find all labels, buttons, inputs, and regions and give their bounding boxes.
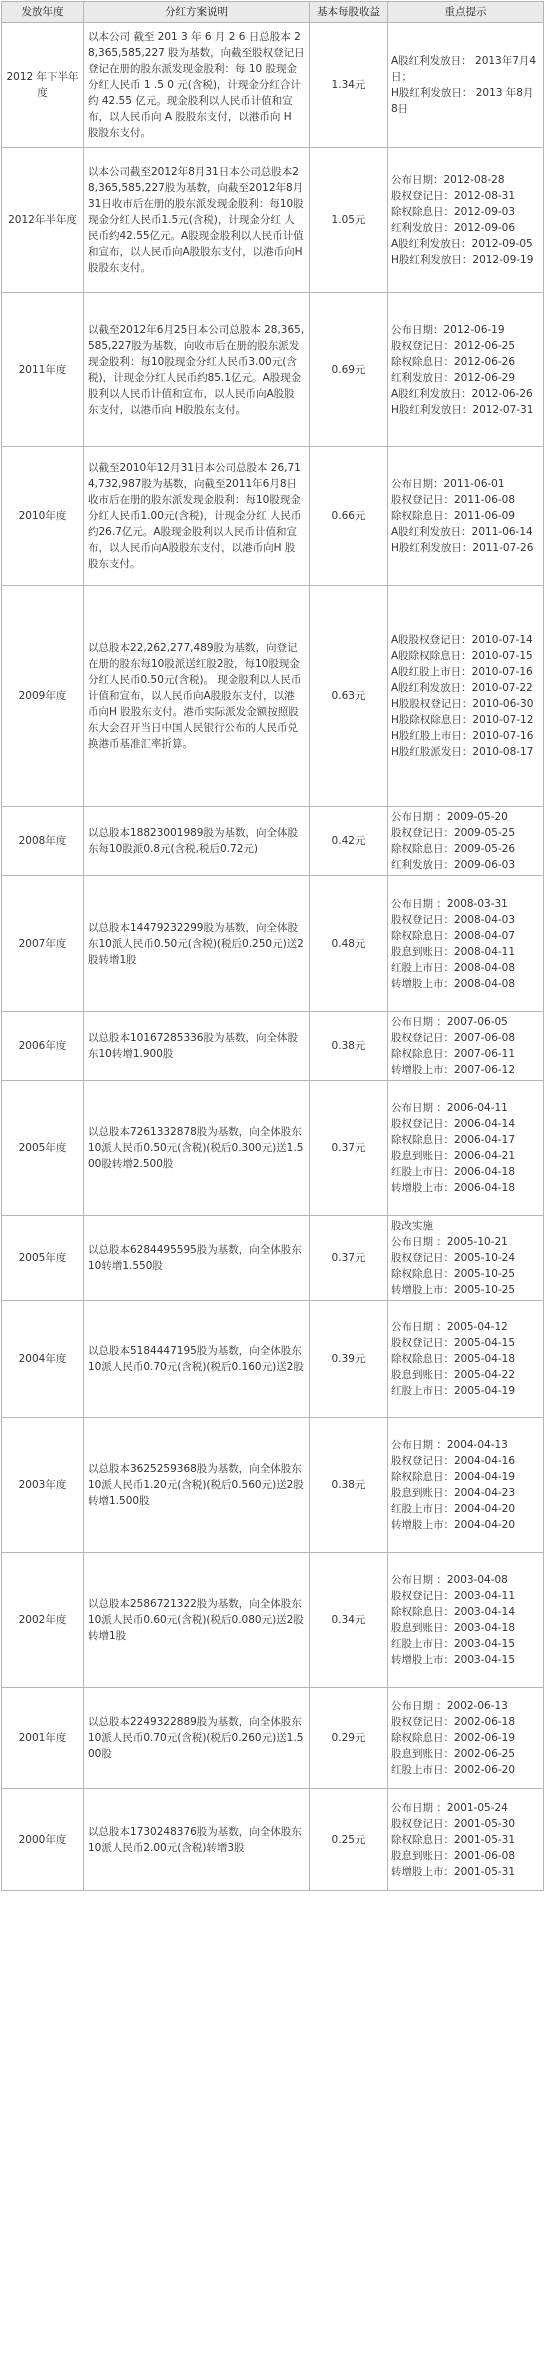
note-line: 股息到账日：2001-06-08 [391,1849,516,1862]
note-line: 红股上市日：2005-04-19 [391,1385,516,1397]
cell-eps: 0.66元 [310,447,388,586]
note-line: 股改实施 [391,1220,433,1232]
note-line: 除权除息日：2011-06-09 [391,510,516,522]
note-line: 除权除息日：2005-04-18 [391,1353,516,1365]
note-line: 股权登记日：2006-04-14 [391,1118,516,1130]
cell-year: 2000年度 [2,1789,84,1891]
cell-year: 2010年度 [2,447,84,586]
note-line: 公布日期：2011-06-01 [391,478,505,490]
note-line: 公布日期 ：2005-04-12 [391,1321,508,1333]
table-row [2,1012,544,1081]
note-line: 转增股上市：2001-05-31 [391,1865,516,1878]
note-line: 除权除息日：2003-04-14 [391,1606,516,1618]
note-line: 除权除息日：2005-10-25 [391,1268,516,1280]
cell-notes [388,586,544,807]
table-header-row [2,2,544,23]
note-line: A股红利发放日：2011-06-14 [391,526,533,538]
cell-year: 2002年度 [2,1553,84,1688]
table-row [2,807,544,876]
note-line: 公布日期 ：2004-04-13 [391,1439,508,1451]
cell-notes [388,1418,544,1553]
cell-plan: 以本公司截至2012年8月31日本公司总股本28,365,585,227股为基数，向截至2012年8月31日收市后在册的股东派发现金股利：每10股现金分红人民币1.5元(含税)，计现金分红 人民币约42.55亿元。A股现金股利以人民币计值和宣布，以人民币向A股股东支付，以港币向H股股东支付。 [84,148,310,293]
note-line: H股红利发放日：2011-07-26 [391,542,534,554]
note-line: 股权登记日：2008-04-03 [391,913,516,926]
note-line: H股红股上市日：2010-07-16 [391,730,534,742]
note-line: 股权登记日：2001-05-30 [391,1817,516,1830]
note-line: 股权登记日：2005-04-15 [391,1337,516,1349]
cell-year: 2012 年下半年度 [2,23,84,148]
table-row [2,1301,544,1418]
table-row [2,1553,544,1688]
note-line: 股权登记日：2005-10-24 [391,1252,516,1264]
note-line: 红股上市日：2003-04-15 [391,1638,516,1650]
cell-eps: 1.34元 [310,23,388,148]
header-notes: 重点提示 [388,2,544,23]
cell-plan: 以截至2012年6月25日本公司总股本 28,365,585,227股为基数，向收市后在册的股东派发现金股利：每10股现金分红人民币3.00元(含税)，计现金分红人民币约85.1亿元。A股现金股利以人民币计值和宣布，以人民币向A股股东支付，以港币向 H股股东支付。 [84,293,310,447]
cell-eps: 0.29元 [310,1688,388,1789]
note-line: 公布日期 ：2006-04-11 [391,1102,508,1114]
note-line: A股红利发放日：2012-09-05 [391,238,533,250]
cell-plan: 以总股本18823001989股为基数，向全体股东每10股派0.8元(含税,税后0.72元) [84,807,310,876]
cell-notes [388,1216,544,1301]
cell-eps: 0.39元 [310,1301,388,1418]
cell-plan: 以总股本3625259368股为基数，向全体股东10派人民币1.20元(含税)(税后0.560元)送2股转增1.500股 [84,1418,310,1553]
note-line: A股红利发放日：2010-07-22 [391,682,533,694]
cell-year: 2004年度 [2,1301,84,1418]
cell-eps: 0.38元 [310,1012,388,1081]
note-line: 股息到账日：2002-06-25 [391,1748,516,1760]
note-line: 公布日期 ：2005-10-21 [391,1236,508,1248]
note-line: 红利发放日：2012-09-06 [391,222,516,234]
header-plan: 分红方案说明 [84,2,310,23]
cell-eps: 0.37元 [310,1081,388,1216]
cell-plan: 以总股本1730248376股为基数，向全体股东10派人民币2.00元(含税)转增3股 [84,1789,310,1891]
cell-eps: 0.48元 [310,876,388,1012]
cell-plan: 以总股本22,262,277,489股为基数，向登记在册的股东每10股派送红股2股，每10股现金分红人民币0.50元(含税)。 现金股利以人民币计值和宣布，以人民币向A股股东支付，以港币向H 股股东支付。港币实际派发金额按照股东大会召开当日中国人民银行公布的人民币兑换港币基准汇率折算。 [84,586,310,807]
note-line: 股息到账日：2008-04-11 [391,945,516,958]
cell-notes [388,148,544,293]
note-line: 红股上市日：2006-04-18 [391,1166,516,1178]
table-row [2,23,544,148]
cell-plan: 以总股本2586721322股为基数，向全体股东10派人民币0.60元(含税)(税后0.080元)送2股转增1股 [84,1553,310,1688]
cell-plan: 以总股本14479232299股为基数，向全体股东10派人民币0.50元(含税)(税后0.250元)送2股转增1股 [84,876,310,1012]
note-line: 红股上市日：2004-04-20 [391,1503,516,1515]
note-line: 转增股上市：2006-04-18 [391,1182,516,1194]
note-line: 股息到账日：2006-04-21 [391,1150,516,1162]
note-line: 转增股上市：2007-06-12 [391,1064,516,1076]
cell-plan: 以总股本2249322889股为基数，向全体股东10派人民币0.70元(含税)(税后0.260元)送1.500股 [84,1688,310,1789]
cell-year: 2012年半年度 [2,148,84,293]
cell-plan: 以本公司 截至 201 3 年 6 月 2 6 日总股本 28,365,585,227 股为基数，向截至股权登记日登记在册的股东派发现金股利：每 10 股现金分红人民币 1 .5 0 元(含税)，计现金分红合计约 42.55 亿元。现金股利以人民币计值和宣布，以人民币向 A 股股东支付，以港币向 H 股股东支付。 [84,23,310,148]
note-line: A股红利发放日： 2013年7月4日； [391,55,537,83]
cell-plan: 以总股本7261332878股为基数，向全体股东10派人民币0.50元(含税)(税后0.300元)送1.500股转增2.500股 [84,1081,310,1216]
table-row [2,876,544,1012]
note-line: 公布日期 ：2001-05-24 [391,1801,508,1814]
note-line: 除权除息日：2008-04-07 [391,929,516,942]
note-line: H股股权登记日：2010-06-30 [391,698,534,710]
cell-notes [388,1012,544,1081]
note-line: A股股权登记日：2010-07-14 [391,634,533,646]
cell-year: 2006年度 [2,1012,84,1081]
cell-plan: 以截至2010年12月31日本公司总股本 26,714,732,987股为基数，向截至2011年6月8日收市后在册的股东派发现金股利：每10股现金分红人民币1.00元(含税)，计现金分红 人民币约26.7亿元。A股现金股利以人民币计值和宣布，以人民币向A股股东支付，以港币向H 股股东支付。 [84,447,310,586]
note-line: 公布日期 ：2008-03-31 [391,897,508,910]
note-line: H股红利发放日： 2013 年8月8日 [391,87,534,115]
note-line: 除权除息日：2009-05-26 [391,843,516,855]
table-row [2,586,544,807]
cell-notes [388,807,544,876]
note-line: 公布日期：2012-08-28 [391,174,505,186]
table-row [2,1216,544,1301]
note-line: H股红利发放日：2012-09-19 [391,254,534,266]
cell-eps: 0.25元 [310,1789,388,1891]
note-line: A股红利发放日：2012-06-26 [391,387,533,400]
cell-notes [388,876,544,1012]
note-line: 除权除息日：2012-06-26 [391,355,516,368]
table-row [2,1418,544,1553]
table-row [2,1789,544,1891]
note-line: 除权除息日：2001-05-31 [391,1833,516,1846]
note-line: 红利发放日：2009-06-03 [391,859,516,871]
note-line: 股权登记日：2003-04-11 [391,1590,516,1602]
note-line: 股息到账日：2004-04-23 [391,1487,516,1499]
cell-year: 2011年度 [2,293,84,447]
note-line: 转增股上市：2005-10-25 [391,1284,516,1296]
note-line: 公布日期：2012-06-19 [391,323,505,336]
note-line: 股权登记日：2009-05-25 [391,827,516,839]
header-eps: 基本每股收益 [310,2,388,23]
cell-plan: 以总股本5184447195股为基数，向全体股东10派人民币0.70元(含税)(税后0.160元)送2股 [84,1301,310,1418]
cell-eps: 0.34元 [310,1553,388,1688]
cell-year: 2008年度 [2,807,84,876]
table-row [2,447,544,586]
note-line: H股红利发放日：2012-07-31 [391,403,534,416]
table-body [2,23,544,1891]
cell-notes [388,447,544,586]
cell-year: 2003年度 [2,1418,84,1553]
note-line: 转增股上市：2004-04-20 [391,1519,516,1531]
table-row [2,1081,544,1216]
cell-year: 2005年度 [2,1081,84,1216]
cell-notes [388,293,544,447]
table-row [2,1688,544,1789]
cell-eps: 1.05元 [310,148,388,293]
cell-eps: 0.69元 [310,293,388,447]
cell-year: 2009年度 [2,586,84,807]
note-line: 红股上市日：2002-06-20 [391,1764,516,1776]
cell-notes [388,1301,544,1418]
note-line: 股息到账日：2003-04-18 [391,1622,516,1634]
note-line: 除权除息日：2002-06-19 [391,1732,516,1744]
note-line: 股权登记日：2004-04-16 [391,1455,516,1467]
note-line: 红股上市日：2008-04-08 [391,961,516,974]
note-line: 股息到账日：2005-04-22 [391,1369,516,1381]
note-line: 公布日期 ：2007-06-05 [391,1016,508,1028]
note-line: 股权登记日：2002-06-18 [391,1716,516,1728]
note-line: A股除权除息日：2010-07-15 [391,650,533,662]
cell-year: 2007年度 [2,876,84,1012]
note-line: 转增股上市：2003-04-15 [391,1654,516,1666]
cell-eps: 0.42元 [310,807,388,876]
cell-notes [388,1553,544,1688]
note-line: 股权登记日：2012-06-25 [391,339,516,352]
note-line: 公布日期 ：2002-06-13 [391,1700,508,1712]
note-line: 股权登记日：2007-06-08 [391,1032,516,1044]
cell-plan: 以总股本10167285336股为基数，向全体股东10转增1.900股 [84,1012,310,1081]
note-line: 除权除息日：2012-09-03 [391,206,516,218]
cell-year: 2001年度 [2,1688,84,1789]
cell-notes [388,23,544,148]
cell-eps: 0.38元 [310,1418,388,1553]
note-line: 股权登记日：2011-06-08 [391,494,516,506]
table-row [2,148,544,293]
note-line: 除权除息日：2007-06-11 [391,1048,516,1060]
cell-plan: 以总股本6284495595股为基数，向全体股东10转增1.550股 [84,1216,310,1301]
note-line: H股红股派发日：2010-08-17 [391,746,534,758]
cell-notes [388,1081,544,1216]
dividend-table [1,1,544,1891]
note-line: 公布日期 ：2009-05-20 [391,811,508,823]
cell-notes [388,1688,544,1789]
note-line: 除权除息日：2004-04-19 [391,1471,516,1483]
cell-eps: 0.63元 [310,586,388,807]
cell-notes [388,1789,544,1891]
cell-eps: 0.37元 [310,1216,388,1301]
header-year: 发放年度 [2,2,84,23]
note-line: H股除权除息日：2010-07-12 [391,714,534,726]
cell-year: 2005年度 [2,1216,84,1301]
note-line: A股红股上市日：2010-07-16 [391,666,533,678]
note-line: 转增股上市：2008-04-08 [391,977,516,990]
note-line: 红利发放日：2012-06-29 [391,371,516,384]
note-line: 公布日期 ：2003-04-08 [391,1574,508,1586]
note-line: 股权登记日：2012-08-31 [391,190,516,202]
note-line: 除权除息日：2006-04-17 [391,1134,516,1146]
table-row [2,293,544,447]
